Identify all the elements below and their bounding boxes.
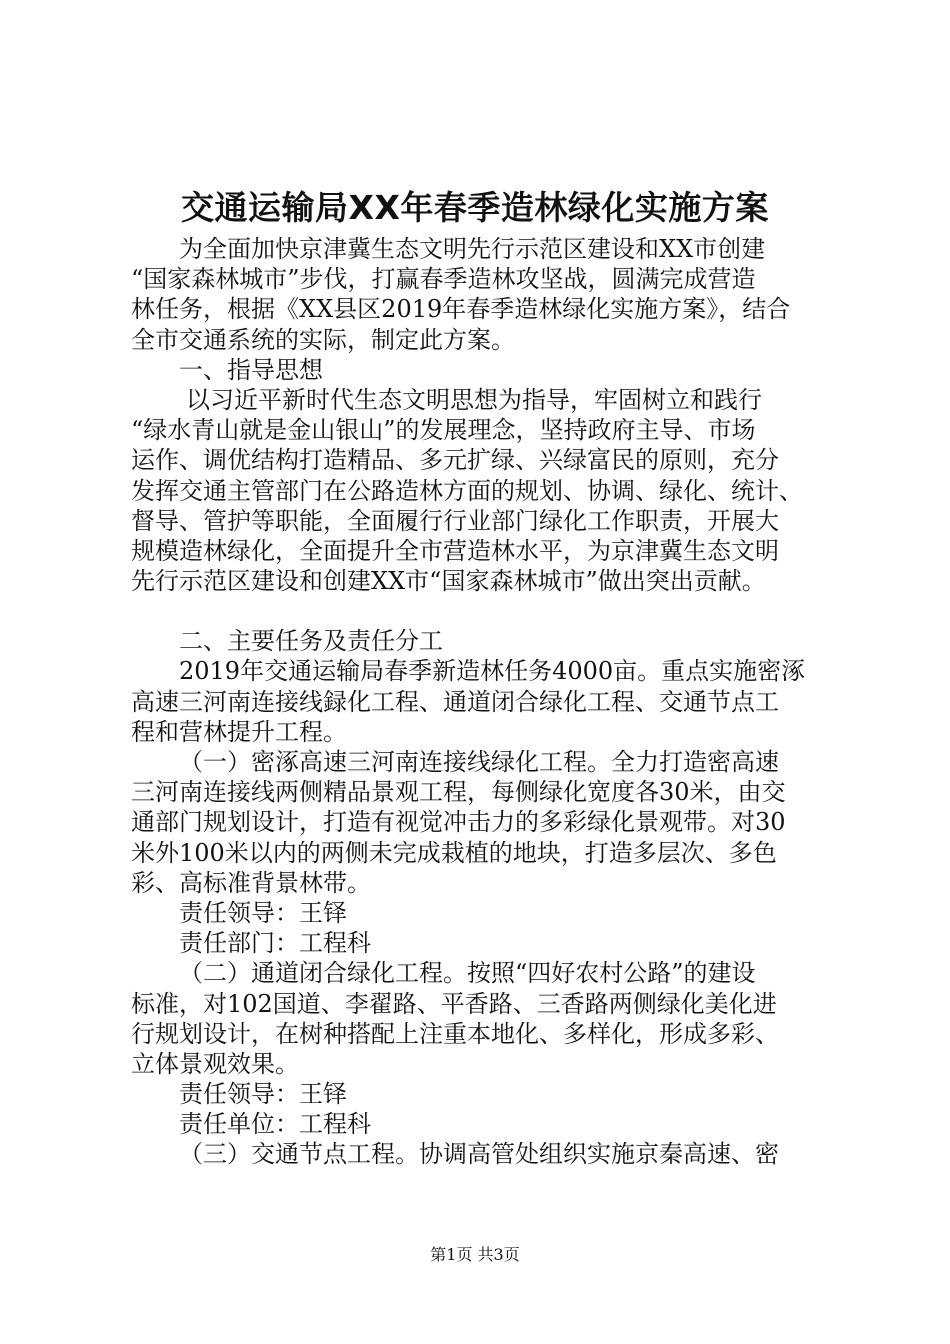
text-line: 三河南连接线两侧精品景观工程，每侧绿化宽度各30米，由交 (131, 778, 786, 807)
document-body (131, 234, 835, 1170)
text-line: （三）交通节点工程。协调高管处组织实施京秦高速、密 (179, 1140, 779, 1169)
text-line: 为全面加快京津冀生态文明先行示范区建设和XX市创建 (179, 235, 766, 263)
text-line: 程和营林提升工程。 (131, 717, 347, 746)
text-line: 以习近平新时代生态文明思想为指导，牢固树立和践行 (186, 385, 762, 414)
text-line: 米外100米以内的两侧未完成栽植的地块，打造多层次、多色 (131, 838, 777, 867)
responsible-unit: 责任单位：工程科 (179, 1110, 371, 1139)
text-line: 行规划设计，在树种搭配上注重本地化、多样化，形成多彩、 (131, 1019, 779, 1048)
document-title: 交通运输局XX年春季造林绿化实施方案 (181, 188, 769, 227)
text-line: “国家森林城市”步伐，打赢春季造林攻坚战，圆满完成营造 (131, 265, 756, 294)
text-line: 彩、高标准背景林带。 (131, 868, 371, 897)
responsible-leader: 责任领导：王铎 (179, 1080, 347, 1109)
responsible-department: 责任部门：工程科 (179, 929, 371, 958)
responsible-leader: 责任领导：王铎 (179, 898, 347, 927)
page-number: 第1页 共3页 (430, 1245, 520, 1264)
section-heading: 一、指导思想 (179, 355, 323, 384)
text-line: 规模造林绿化，全面提升全市营造林水平，为京津冀生态文明 (131, 536, 779, 565)
text-line: 发挥交通主管部门在公路造林方面的规划、协调、绿化、统计、 (131, 476, 803, 505)
text-line: 标准，对102国道、李翟路、平香路、三香路两侧绿化美化进 (131, 989, 777, 1018)
text-line: 全市交通系统的实际，制定此方案。 (131, 325, 515, 354)
text-line: 先行示范区建设和创建XX市“国家森林城市”做出突出贡献。 (131, 567, 766, 596)
text-line: 立体景观效果。 (131, 1049, 299, 1078)
paragraph-gap (131, 596, 835, 626)
text-line: “绿水青山就是金山银山”的发展理念，坚持政府主导、市场 (131, 416, 756, 445)
section-heading: 二、主要任务及责任分工 (179, 627, 443, 656)
text-line: 林任务，根据《XX县区2019年春季造林绿化实施方案》，结合 (131, 295, 791, 324)
text-line: 2019年交通运输局春季新造林任务4000亩。重点实施密涿 (179, 657, 806, 686)
text-line: （一）密涿高速三河南连接线绿化工程。全力打造密高速 (179, 748, 779, 776)
text-line: 督导、管护等职能，全面履行行业部门绿化工作职责，开展大 (131, 506, 779, 535)
text-line: 高速三河南连接线録化工程、通道闭合绿化工程、交通节点工 (131, 687, 779, 716)
text-line: （二）通道闭合绿化工程。按照“四好农村公路”的建设 (179, 959, 756, 988)
text-line: 运作、调优结构打造精品、多元扩绿、兴绿富民的原则，充分 (131, 446, 779, 475)
text-line: 通部门规划设计，打造有视觉冲击力的多彩绿化景观带。对30 (131, 808, 786, 837)
